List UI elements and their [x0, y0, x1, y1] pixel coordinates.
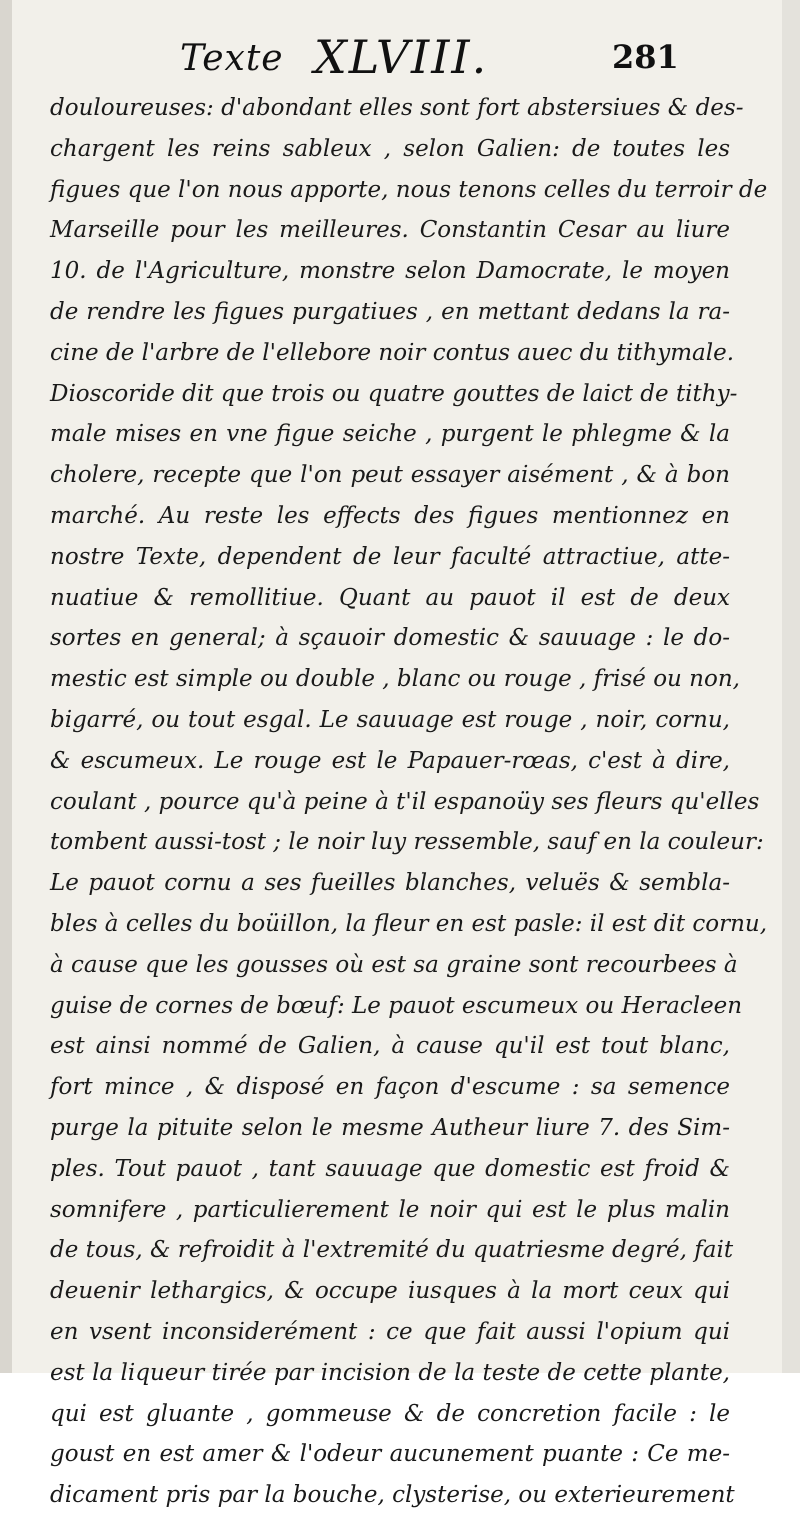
running-head-text-number: XLVIII. [314, 30, 489, 84]
text-line: deuenir lethargics, & occupe iusques à la mort ceux qui [50, 1278, 730, 1305]
text-line: en vsent inconsiderément : ce que fait aussi l'opium qui [50, 1318, 730, 1345]
text-line: figues que l'on nous apporte, nous tenons celles du terroir de [50, 176, 768, 203]
text-line: coulant , pource qu'à peine à t'il espanoüy ses fleurs qu'elles [50, 788, 760, 815]
text-line: Dioscoride dit que trois ou quatre gouttes de laict de tithy- [50, 380, 738, 407]
page-edge-left [0, 0, 12, 1373]
text-line: ples. Tout pauot , tant sauuage que domestic est froid & [50, 1155, 730, 1182]
page-edge-right [782, 0, 800, 1373]
text-line: qui est gluante , gommeuse & de concretion facile : le [50, 1400, 730, 1427]
text-line: sortes en general; à sçauoir domestic & sauuage : le do- [50, 625, 730, 652]
text-line: cine de l'arbre de l'ellebore noir contus auec du tithymale. [50, 339, 735, 366]
text-line: dicament pris par la bouche, clysterise, ou exterieurement [50, 1482, 735, 1509]
text-line: douloureuses: d'abondant elles sont fort abstersiues & des- [50, 95, 744, 121]
text-line: purge la pituite selon le mesme Autheur liure 7. des Sim- [50, 1114, 730, 1141]
text-line: bles à celles du boüillon, la fleur en est pasle: il est dit cornu, [50, 910, 768, 937]
text-line: Le pauot cornu a ses fueilles blanches, veluës & sembla- [50, 870, 730, 897]
text-line: guise de cornes de bœuf: Le pauot escumeux ou Heracleen [50, 992, 743, 1019]
text-line: est la liqueur tirée par incision de la teste de cette plante, [50, 1359, 730, 1386]
page-number: 281 [612, 38, 679, 76]
running-head [180, 30, 680, 90]
text-line: bigarré, ou tout esgal. Le sauuage est rouge , noir, cornu, [50, 706, 730, 733]
text-line: de tous, & refroidit à l'extremité du quatriesme degré, fait [50, 1237, 734, 1264]
text-line: cholere, recepte que l'on peut essayer aisément , & à bon [50, 462, 730, 489]
text-line: tombent aussi-tost ; le noir luy ressemble, sauf en la couleur: [50, 829, 764, 856]
text-line: mestic est simple ou double , blanc ou rouge , frisé ou non, [50, 666, 740, 693]
body-text [50, 88, 768, 1516]
text-line: Marseille pour les meilleures. Constantin Cesar au liure [50, 217, 730, 244]
text-line: male mises en vne figue seiche , purgent le phlegme & la [50, 421, 730, 448]
text-line: de rendre les figues purgatiues , en mettant dedans la ra- [50, 298, 730, 325]
text-line: & escumeux. Le rouge est le Papauer-rœas, c'est à dire, [50, 747, 730, 774]
text-line: nuatiue & remollitiue. Quant au pauot il est de deux [50, 584, 730, 611]
text-line: marché. Au reste les effects des figues mentionnez en [50, 502, 730, 529]
running-head-title: Texte [180, 38, 284, 79]
text-line: à cause que les gousses où est sa graine sont recourbees à [50, 951, 738, 978]
text-line: fort mince , & disposé en façon d'escume : sa semence [50, 1074, 730, 1101]
text-line: goust en est amer & l'odeur aucunement puante : Ce me- [50, 1441, 730, 1468]
text-line: est ainsi nommé de Galien, à cause qu'il est tout blanc, [50, 1033, 730, 1060]
text-line: 10. de l'Agriculture, monstre selon Damocrate, le moyen [50, 258, 730, 285]
text-line: somnifere , particulierement le noir qui est le plus malin [50, 1196, 730, 1223]
text-line: nostre Texte, dependent de leur faculté attractiue, atte- [50, 543, 730, 570]
text-line: chargent les reins sableux , selon Galien: de toutes les [50, 135, 730, 162]
